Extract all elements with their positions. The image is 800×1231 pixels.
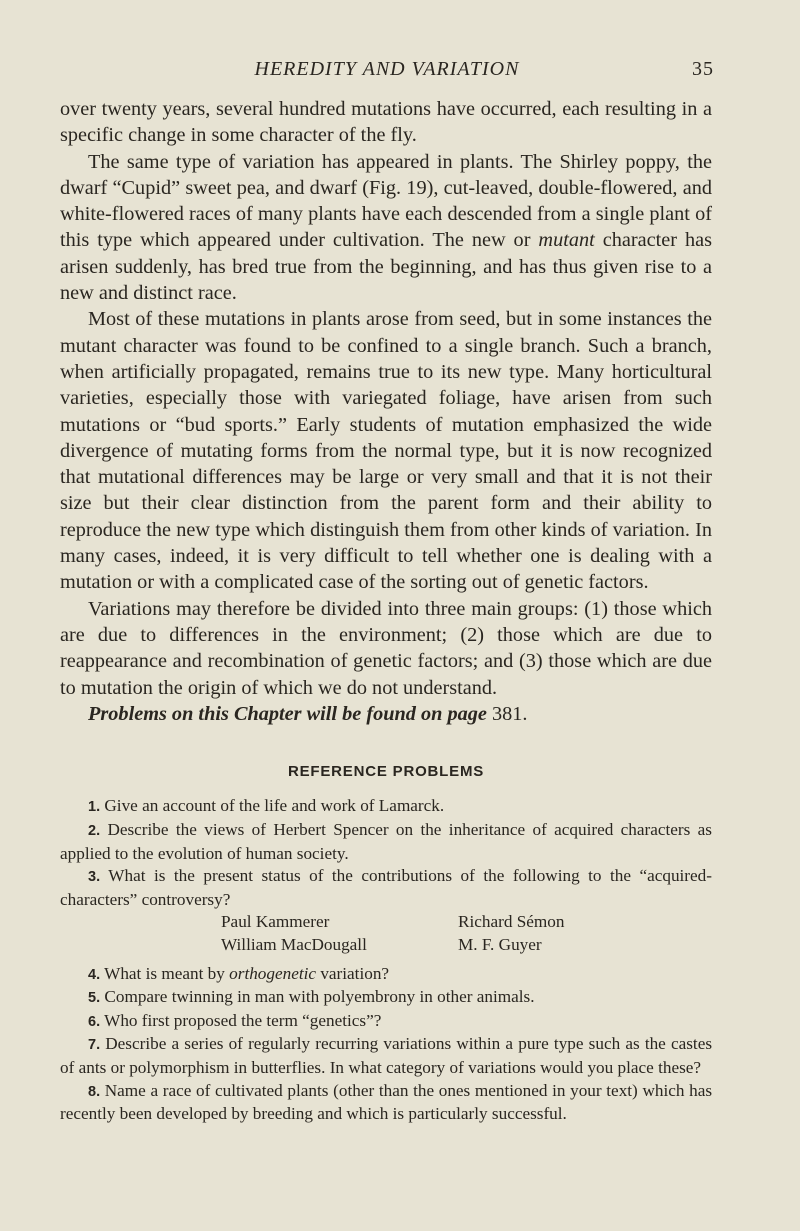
problem-number: 4. bbox=[88, 966, 101, 983]
page-body bbox=[60, 96, 712, 1126]
running-header bbox=[60, 58, 714, 88]
problem-text: Give an account of the life and work of Lamarck. bbox=[104, 796, 445, 816]
problem-text: Describe the views of Herbert Spencer on the inheritance of acquired characters as applied to the evolution of human society. bbox=[60, 820, 712, 863]
problem-item bbox=[60, 1010, 712, 1034]
name-item: Richard Sémon bbox=[458, 912, 565, 932]
name-item: Paul Kammerer bbox=[221, 912, 330, 932]
reference-problems-title: REFERENCE PROBLEMS bbox=[287, 763, 485, 781]
problem-number: 2. bbox=[88, 823, 101, 840]
problem-text: Describe a series of regularly recurring variations within a pure type such as the castes of ants or polymorphism in butterflies. In what category of variations would you place these? bbox=[60, 1034, 713, 1077]
reference-problems-list bbox=[60, 795, 712, 1125]
problem-number: 1. bbox=[88, 799, 101, 816]
problem-item bbox=[60, 819, 712, 865]
problem-number: 6. bbox=[88, 1013, 101, 1030]
paragraph-2-part-1: The same type of variation has appeared in plants. The Shirley poppy, the dwarf “Cupid” sweet pea, and dwarf (Fig. 19), cut-leaved, double-flowered, and white-flowered races of many plants have each descended from a single plant of this type which appeared under cultivation. The new or bbox=[60, 150, 712, 252]
problem-text: What is the present status of the contributions of the following to the “acquired-characters” controversy? bbox=[60, 866, 712, 909]
problem-item bbox=[60, 795, 712, 819]
problem-item bbox=[60, 986, 712, 1010]
name-list bbox=[60, 911, 712, 956]
problem-text-end: variation? bbox=[316, 963, 390, 983]
problem-number: 7. bbox=[88, 1037, 101, 1054]
problem-text: Compare twinning in man with polyembrony in other animals. bbox=[104, 987, 535, 1007]
page-number: 35 bbox=[692, 58, 714, 80]
running-title: HEREDITY AND VARIATION bbox=[254, 58, 520, 80]
problem-text: Who first proposed the term “genetics”? bbox=[104, 1010, 382, 1030]
paragraph-3: Most of these mutations in plants arose from seed, but in some instances the mutant character was found to be confined to a single branch. Such a branch, when artificially propagated, remains true to its new type. Many horticultural varieties, especially those with variegated foliage, have arisen from such mutations or “bud sports.” Early students of mutation emphasized the wide divergence of mutating forms from the normal type, but it is now recognized that mutational differences may be large or very small and that it is not their size but their clear distinction from the parent form and their ability to reproduce the new type which distinguish them from other kinds of variation. In many cases, indeed, it is very difficult to tell whether one is dealing with a mutation or with a complicated case of the sorting out of genetic factors. bbox=[60, 308, 712, 594]
term-mutant: mutant bbox=[538, 229, 595, 252]
problem-item bbox=[60, 865, 712, 911]
problem-text: Name a race of cultivated plants (other than the ones mentioned in your text) which has recently been developed by breeding and which is particularly successful. bbox=[60, 1080, 713, 1124]
problem-item bbox=[60, 1080, 712, 1126]
problems-note bbox=[60, 701, 712, 727]
problem-number: 3. bbox=[88, 869, 101, 886]
term-orthogenetic: orthogenetic bbox=[229, 963, 317, 983]
paragraph-2-part-2: character has arisen suddenly, has bred true from the beginning, and has thus given rise to a new and distinct race. bbox=[60, 229, 713, 305]
paragraph-4: Variations may therefore be divided into three main groups: (1) those which are due to differences in the environment; (2) those which are due to reappearance and recombination of genetic factors; and (3) those which are due to mutation the origin of which we do not understand. bbox=[60, 597, 712, 699]
problems-note-page: 381. bbox=[492, 702, 528, 725]
problems-note-text: Problems on this Chapter will be found on page bbox=[88, 702, 487, 725]
problem-number: 5. bbox=[88, 990, 101, 1007]
paragraph-2 bbox=[60, 149, 712, 307]
problem-number: 8. bbox=[88, 1083, 101, 1100]
problem-text: What is meant by bbox=[104, 963, 230, 983]
problem-item bbox=[60, 1033, 712, 1079]
name-item: M. F. Guyer bbox=[458, 934, 542, 954]
name-item: William MacDougall bbox=[221, 934, 367, 954]
problem-item bbox=[60, 963, 712, 987]
paragraph-1: over twenty years, several hundred mutations have occurred, each resulting in a specific change in some character of the fly. bbox=[60, 98, 712, 147]
